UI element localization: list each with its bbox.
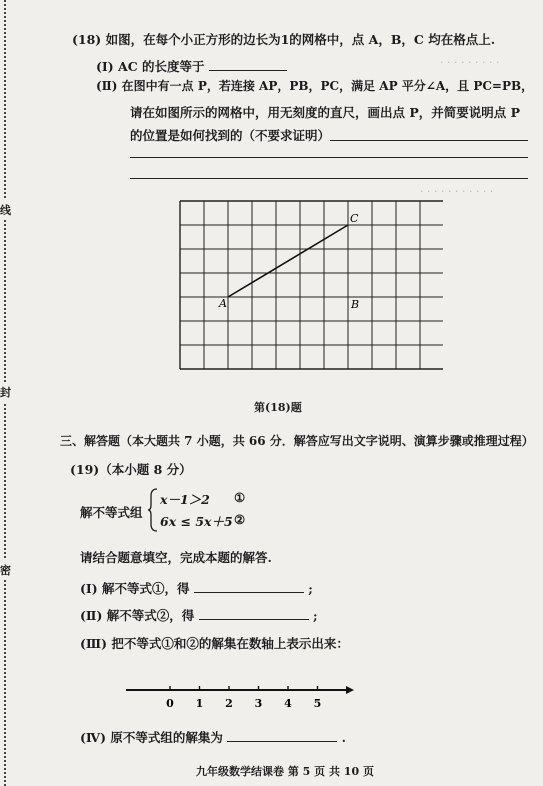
margin-char-seal: 封 [0,382,11,402]
left-brace-icon [148,488,158,532]
q19-inequality-1-number: ① [234,490,246,505]
q18-answer-line-3[interactable] [130,178,528,179]
segment-ac [228,225,348,297]
point-c-label: C [350,212,359,225]
q19-part1-answer-blank[interactable] [194,581,304,593]
q18-part1-text: (Ⅰ) AC 的长度等于 [96,59,205,74]
q19-inequality-1: x－1＞2 [160,492,210,507]
q19-part4-period: . [341,730,346,745]
q18-part1-answer-blank[interactable] [209,59,287,71]
q19-part1-semicolon: ; [308,581,313,596]
margin-char-secret: 密 [0,560,11,580]
q19-part1 [80,579,313,597]
q19-system-label: 解不等式组 [80,505,143,520]
q18-caption: 第(18)题 [254,401,302,414]
q19-inequality-2-number: ② [234,512,246,527]
bleed-through-text: · · · · · · · · · [440,56,500,69]
q19-part2-answer-blank[interactable] [199,608,309,620]
q19-number-line[interactable] [120,680,360,720]
q18-answer-line-1[interactable] [330,140,528,141]
q18-part1 [96,57,287,75]
number-line-tick-label: 0 [166,697,174,710]
number-line-tick-label: 3 [254,697,263,710]
number-line-tick-label: 4 [284,697,292,710]
q18-stem: (18) 如图，在每个小正方形的边长为1的网格中，点 A，B，C 均在格点上. [72,32,496,47]
bleed-through-text: · · · · · · · · · · · [420,185,494,198]
q18-part2-line3: 的位置是如何找到的（不要求证明） [130,128,331,143]
q19-part1-text: (Ⅰ) 解不等式①，得 [80,581,190,596]
number-line-svg [120,680,360,716]
point-b-label: B [351,298,360,311]
q18-grid-figure [179,200,443,382]
q19-title: (19)（本小题 8 分） [70,462,192,477]
q19-part4-answer-blank[interactable] [227,730,337,742]
grid-svg [179,200,443,378]
number-line-tick-label: 1 [195,697,204,710]
q19-inequality-2: 6x ≤ 5x＋5 [160,514,233,529]
number-line-arrow-icon [346,686,354,694]
q19-part2-text: (Ⅱ) 解不等式②，得 [80,608,195,623]
page-footer: 九年级数学结课卷 第 5 页 共 10 页 [196,765,374,778]
q19-part4-text: (Ⅳ) 原不等式组的解集为 [80,730,223,745]
q19-part2 [80,606,318,624]
q19-instruction: 请结合题意填空，完成本题的解答. [80,550,272,565]
q18-answer-line-2[interactable] [130,157,528,158]
q19-part4 [80,728,346,746]
point-a-label: A [219,297,227,310]
section-3-heading: 三、解答题（本大题共 7 小题，共 66 分．解答应写出文字说明、演算步骤或推理过程） [60,434,534,448]
q18-part2-line1: (Ⅱ) 在图中有一点 P，若连接 AP，PB，PC，满足 AP 平分∠A，且 PC=PB， [96,79,534,93]
number-line-tick-label: 2 [225,697,233,710]
number-line-tick-label: 5 [313,697,322,710]
margin-char-line: 线 [0,200,11,220]
q18-part2-line2: 请在如图所示的网格中，用无刻度的直尺，画出点 P，并简要说明点 P [130,105,521,120]
q19-part2-semicolon: ; [312,608,318,623]
q19-part3: (Ⅲ) 把不等式①和②的解集在数轴上表示出来： [80,636,349,651]
